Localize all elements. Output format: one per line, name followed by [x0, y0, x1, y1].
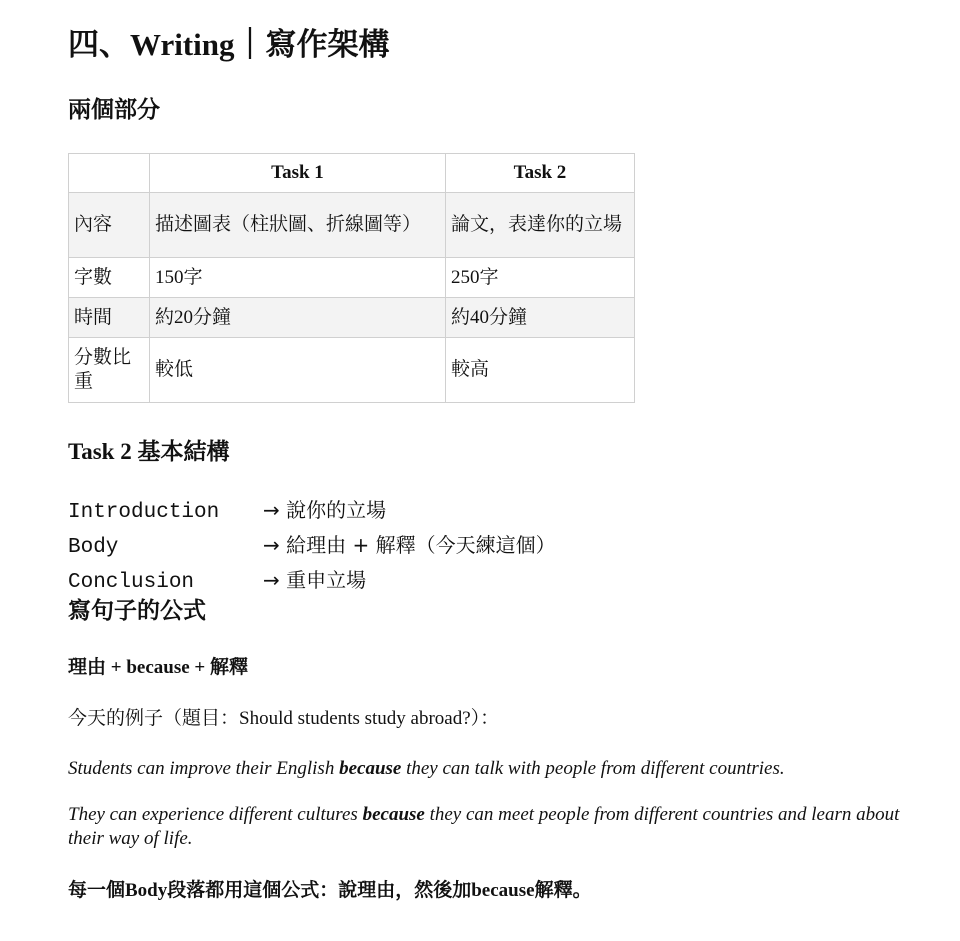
- example-intro: 今天的例子（題目：Should students study abroad?）：: [68, 708, 500, 729]
- example-sentence: [68, 757, 928, 781]
- closing-note: 每一個Body段落都用這個公式：說理由，然後加because解釋。: [68, 880, 592, 901]
- table-header-cell: [69, 154, 150, 193]
- page-title: 四、Writing｜寫作架構: [68, 27, 390, 62]
- table-cell: 分數比重: [69, 338, 150, 403]
- table-cell: 內容: [69, 193, 150, 258]
- table-cell: 250字: [446, 258, 635, 298]
- example-text: Students can improve their English: [68, 758, 340, 779]
- example-keyword: because: [339, 758, 402, 779]
- structure-code-block: [68, 494, 556, 599]
- structure-label: Body: [68, 536, 119, 559]
- structure-label: Introduction: [68, 501, 220, 524]
- section-heading-formula: 寫句子的公式: [68, 598, 206, 623]
- section-heading-task2-structure: Task 2 基本結構: [68, 439, 230, 464]
- table-row: [69, 298, 635, 338]
- example-keyword: because: [362, 804, 425, 825]
- table-cell: 約40分鐘: [446, 298, 635, 338]
- example-text: They can experience different cultures: [68, 804, 363, 825]
- table-cell: 150字: [150, 258, 446, 298]
- table-row: [69, 193, 635, 258]
- structure-label: Conclusion: [68, 571, 195, 594]
- table-row: [69, 338, 635, 403]
- table-cell: 論文，表達你的立場: [446, 193, 635, 258]
- structure-line: [68, 529, 556, 564]
- example-text: they can talk with people from different countries.: [401, 758, 785, 779]
- table-cell: 較低: [150, 338, 446, 403]
- table-cell: 時間: [69, 298, 150, 338]
- table-row: [69, 258, 635, 298]
- task-comparison-table: [68, 153, 635, 403]
- table-header-row: [69, 154, 635, 193]
- structure-desc: → 說你的立場: [263, 498, 387, 522]
- table-header-cell: Task 2: [446, 154, 635, 193]
- formula-text: 理由 + because + 解釋: [68, 657, 248, 678]
- structure-desc: → 重申立場: [263, 568, 367, 592]
- example-sentence: [68, 803, 928, 851]
- table-cell: 約20分鐘: [150, 298, 446, 338]
- table-cell: 描述圖表（柱狀圖、折線圖等）: [150, 193, 446, 258]
- table-header-cell: Task 1: [150, 154, 446, 193]
- structure-line: [68, 564, 556, 599]
- table-cell: 字數: [69, 258, 150, 298]
- table-cell: 較高: [446, 338, 635, 403]
- structure-desc: → 給理由 + 解釋（今天練這個）: [263, 533, 556, 557]
- section-heading-parts: 兩個部分: [68, 97, 160, 122]
- structure-line: [68, 494, 556, 529]
- example-text: they can meet people from different countries and learn about their way of life.: [68, 804, 900, 849]
